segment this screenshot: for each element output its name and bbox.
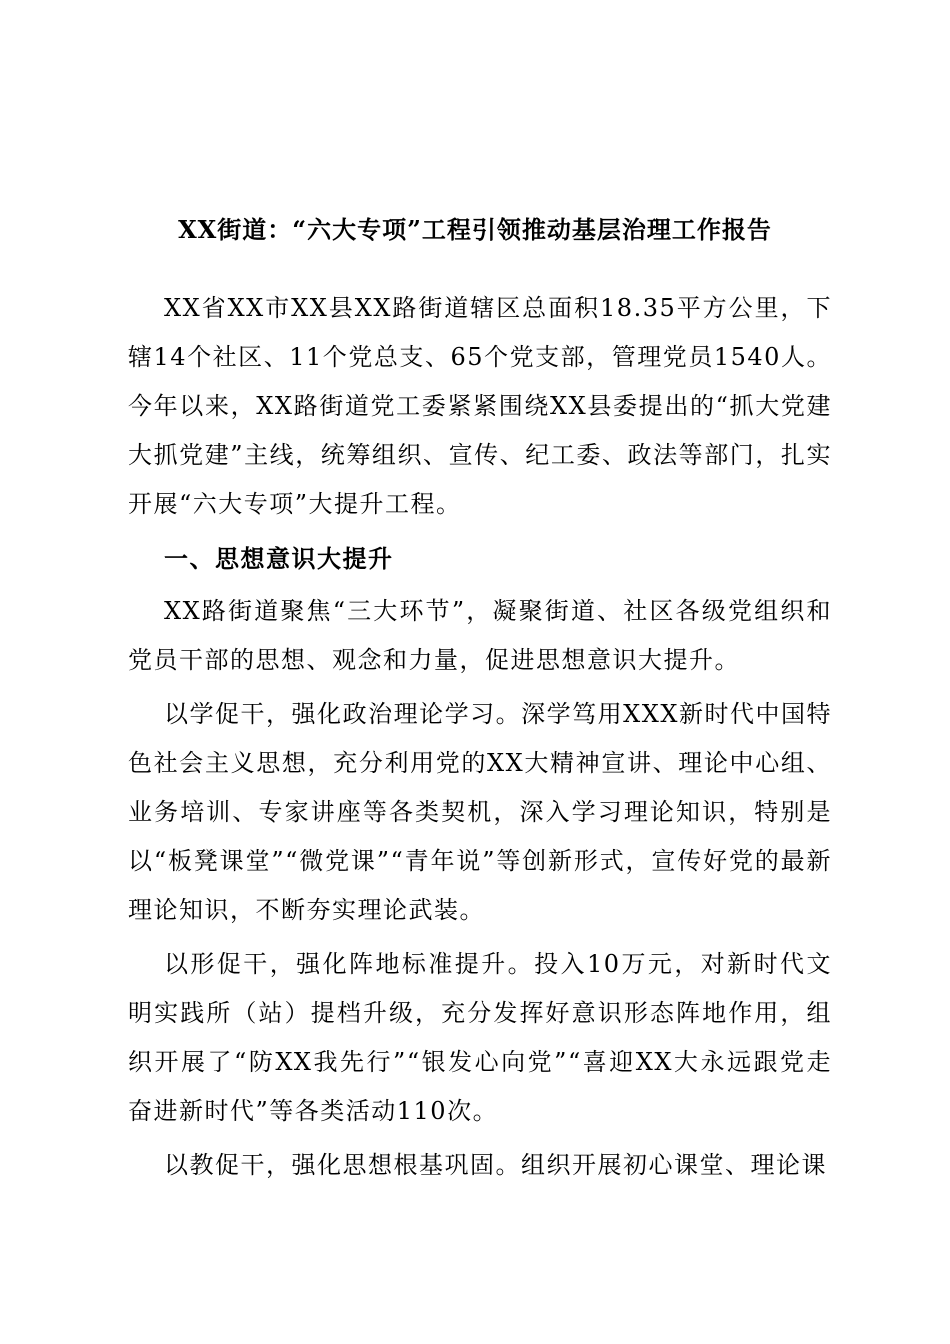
body-paragraph: 以形促干，强化阵地标准提升。投入10万元，对新时代文明实践所（站）提档升级，充分发挥好意识形态阵地作用，组织开展了“防XX我先行”“银发心向党”“喜迎XX大永远跟党走奋进新时代”等各类活动110次。 xyxy=(128,950,832,1125)
intro-paragraph: XX省XX市XX县XX路街道辖区总面积18.35平方公里，下辖14个社区、11个党总支、65个党支部，管理党员1540人。今年以来，XX路街道党工委紧紧围绕XX县委提出的“抓大党建大抓党建”主线，统筹组织、宣传、纪工委、政法等部门，扎实开展“六大专项”大提升工程。 xyxy=(128,294,832,518)
body-paragraph: 以学促干，强化政治理论学习。深学笃用XXX新时代中国特色社会主义思想，充分利用党的XX大精神宣讲、理论中心组、业务培训、专家讲座等各类契机，深入学习理论知识，特别是以“板凳课堂”“微党课”“青年说”等创新形式，宣传好党的最新理论知识，不断夯实理论武装。 xyxy=(128,700,832,924)
body-paragraph: 以教促干，强化思想根基巩固。组织开展初心课堂、理论课 xyxy=(164,1151,827,1179)
section-heading: 一、思想意识大提升 xyxy=(164,544,394,573)
document-body xyxy=(128,284,832,1195)
document-title: XX街道：“六大专项”工程引领推动基层治理工作报告 xyxy=(178,215,772,244)
body-paragraph: XX路街道聚焦“三大环节”，凝聚街道、社区各级党组织和党员干部的思想、观念和力量，促进思想意识大提升。 xyxy=(128,597,832,674)
